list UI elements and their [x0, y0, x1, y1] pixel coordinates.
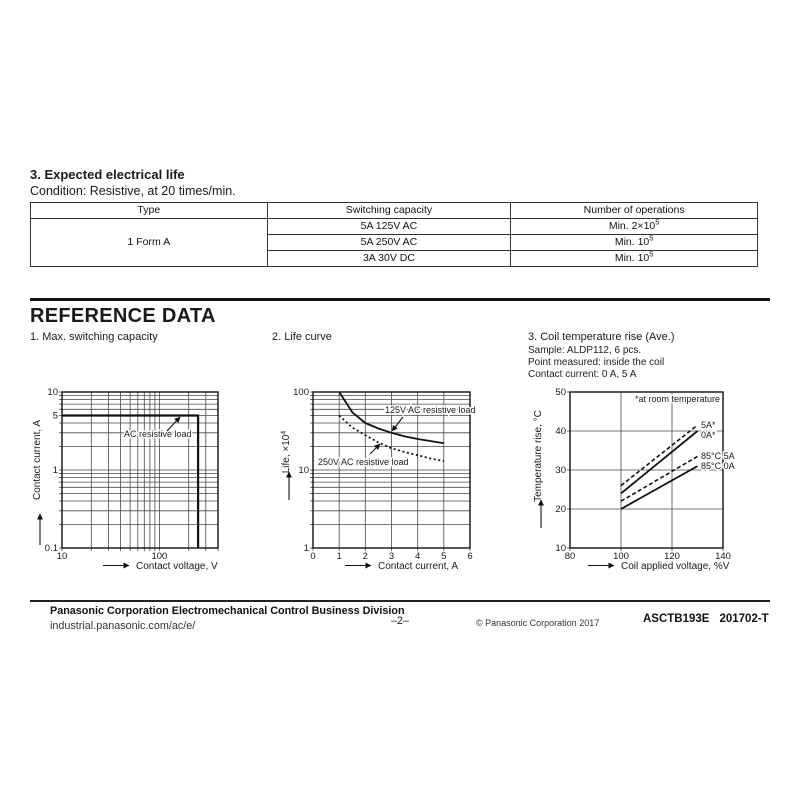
svg-text:Contact voltage, V: Contact voltage, V: [136, 561, 218, 572]
svg-text:5A*: 5A*: [701, 420, 716, 430]
operations-exponent: 5: [649, 249, 654, 259]
svg-text:0.1: 0.1: [44, 543, 58, 554]
svg-text:3: 3: [388, 551, 395, 562]
svg-text:2: 2: [362, 551, 368, 562]
svg-text:40: 40: [555, 426, 566, 437]
svg-text:85°C 5A: 85°C 5A: [701, 451, 735, 461]
svg-text:125V AC resistive load: 125V AC resistive load: [385, 405, 476, 415]
document-number: [643, 613, 769, 625]
svg-text:Coil applied voltage, %V: Coil applied voltage, %V: [621, 561, 730, 572]
chart-caption-life-curve: 2. Life curve: [272, 331, 332, 343]
svg-text:20: 20: [555, 504, 566, 515]
svg-text:80: 80: [564, 551, 576, 562]
operations-value: Min. 10: [614, 252, 650, 264]
operations-value: Min. 10: [614, 236, 650, 248]
svg-text:10: 10: [56, 551, 68, 562]
reference-data-heading: REFERENCE DATA: [30, 305, 216, 327]
svg-text:100: 100: [151, 551, 168, 562]
svg-text:120: 120: [664, 551, 680, 562]
column-header-number-of-operations: Number of operations: [511, 203, 758, 219]
footer-url: industrial.panasonic.com/ac/e/: [50, 620, 196, 632]
svg-text:100: 100: [293, 387, 309, 398]
svg-text:100: 100: [613, 551, 629, 562]
column-header-switching-capacity: Switching capacity: [267, 203, 511, 219]
section-divider: [30, 298, 770, 301]
footer-company: Panasonic Corporation Electromechanical Control Business Division: [50, 605, 405, 617]
operations-cell: [511, 219, 758, 235]
svg-text:6: 6: [467, 551, 473, 562]
chart3-note-sample: Sample: ALDP112, 6 pcs.: [528, 345, 642, 356]
footer-divider: [30, 600, 770, 602]
svg-text:10: 10: [298, 465, 309, 476]
svg-text:4: 4: [415, 551, 421, 562]
svg-text:85°C 0A: 85°C 0A: [701, 461, 735, 471]
svg-text:140: 140: [715, 551, 731, 562]
operations-value: Min. 2×10: [608, 220, 656, 232]
svg-text:50: 50: [555, 387, 566, 398]
svg-text:5: 5: [52, 410, 58, 422]
footer-copyright: © Panasonic Corporation 2017: [476, 618, 600, 628]
operations-cell: [511, 235, 758, 251]
operations-cell: [511, 251, 758, 267]
svg-text:1: 1: [336, 551, 342, 562]
chart-caption-coil-temperature-rise: 3. Coil temperature rise (Ave.): [528, 331, 675, 343]
svg-text:0: 0: [310, 551, 316, 562]
capacity-cell: 5A 250V AC: [267, 235, 511, 251]
svg-text:Temperature rise, °C: Temperature rise, °C: [533, 410, 544, 502]
capacity-cell: 5A 125V AC: [267, 219, 511, 235]
svg-text:AC resistive load: AC resistive load: [124, 429, 192, 439]
condition-text: Condition: Resistive, at 20 times/min.: [30, 184, 236, 198]
svg-text:30: 30: [555, 465, 566, 476]
reference-charts: [0, 380, 800, 585]
chart3-note-contact-current: Contact current: 0 A, 5 A: [528, 369, 637, 380]
type-cell: 1 Form A: [31, 219, 268, 267]
chart3-note-point-measured: Point measured: inside the coil: [528, 357, 665, 368]
svg-text:1: 1: [52, 465, 58, 476]
svg-text:10: 10: [47, 387, 58, 398]
svg-text:10: 10: [555, 543, 566, 554]
page-number: –2–: [390, 615, 410, 627]
chart-life-curve: [281, 387, 476, 572]
chart-coil-temperature-rise: [533, 387, 735, 572]
capacity-cell: 3A 30V DC: [267, 251, 511, 267]
svg-text:1: 1: [303, 543, 309, 554]
chart-caption-max-switching-capacity: 1. Max. switching capacity: [30, 331, 158, 343]
svg-text:Life, ×104: Life, $\times 10^4$: [280, 430, 292, 474]
column-header-type: Type: [31, 203, 268, 219]
svg-text:250V AC resistive load: 250V AC resistive load: [318, 457, 409, 467]
operations-exponent: 5: [655, 217, 660, 227]
svg-text:Contact current, A: Contact current, A: [378, 561, 459, 572]
doc-code: ASCTB193E: [643, 613, 710, 625]
svg-text:0A*: 0A*: [701, 430, 716, 440]
chart-max-switching-capacity: [32, 387, 218, 572]
doc-revision: 201702-T: [719, 613, 769, 625]
table-row: [31, 219, 758, 235]
svg-text:*at room temperature: *at room temperature: [634, 394, 720, 404]
section-heading: 3. Expected electrical life: [30, 167, 185, 182]
table-header-row: [31, 203, 758, 219]
svg-text:Contact current, A: Contact current, A: [32, 419, 43, 501]
svg-text:5: 5: [441, 551, 447, 562]
electrical-life-table: [30, 202, 758, 267]
operations-exponent: 5: [649, 233, 654, 243]
